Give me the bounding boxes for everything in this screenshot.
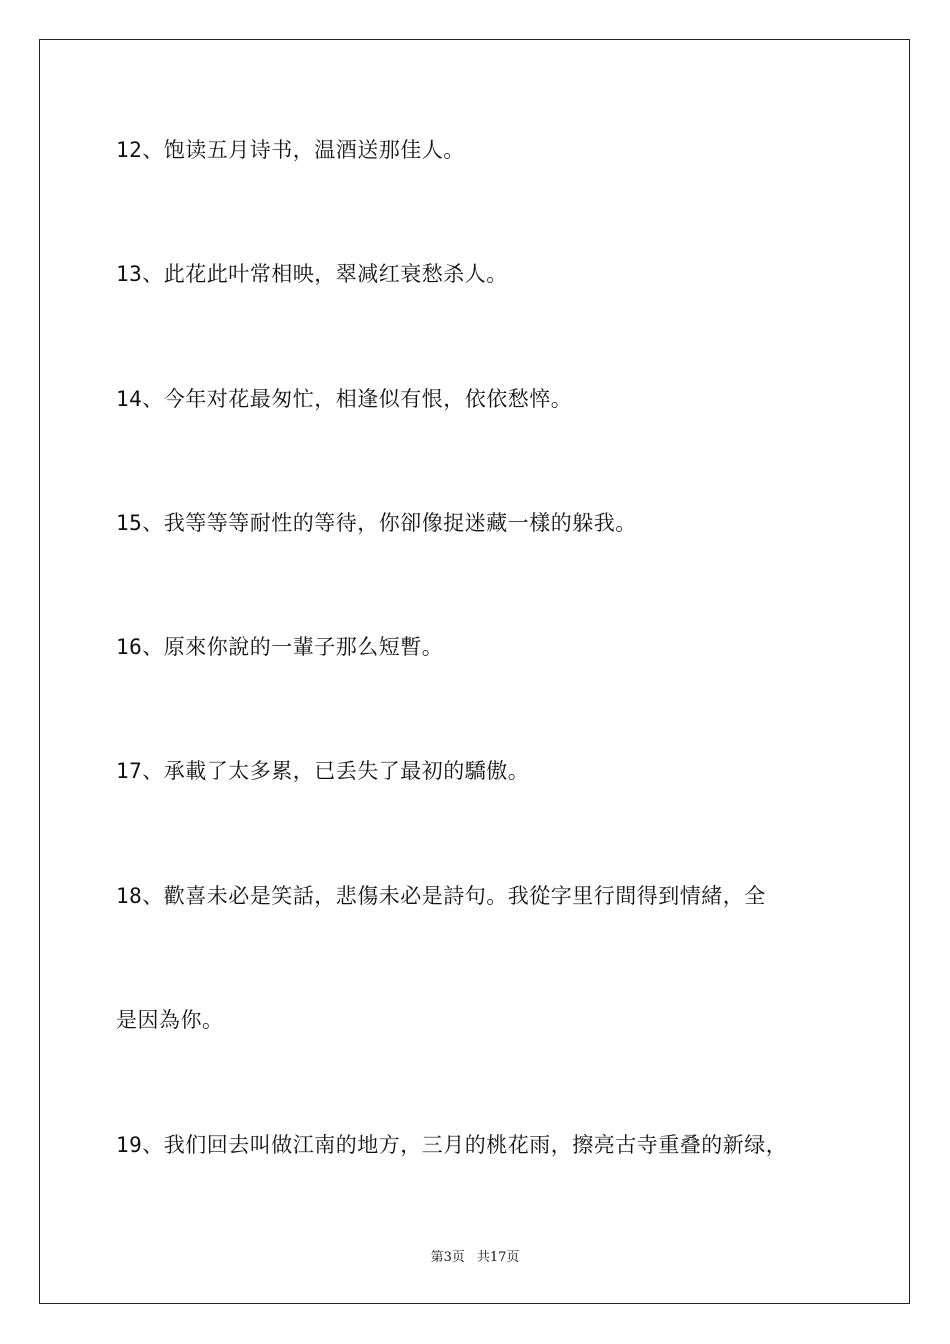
text-line-15: 15、我等等等耐性的等待，你卻像捉迷藏一樣的躲我。 bbox=[116, 511, 637, 535]
text-line-19: 19、我们回去叫做江南的地方，三月的桃花雨，擦亮古寺重叠的新绿， bbox=[116, 1133, 788, 1157]
text-line-18-continued: 是因為你。 bbox=[116, 1008, 224, 1032]
page-number: 第3页 bbox=[430, 1250, 465, 1265]
text-line-13: 13、此花此叶常相映，翠减红衰愁杀人。 bbox=[116, 262, 508, 286]
text-line-12: 12、饱读五月诗书，温酒送那佳人。 bbox=[116, 138, 465, 162]
page-total: 共17页 bbox=[476, 1250, 520, 1265]
text-line-17: 17、承載了太多累，已丢失了最初的驕傲。 bbox=[116, 759, 530, 783]
text-line-18: 18、歡喜未必是笑話，悲傷未必是詩句。我從字里行間得到情緒，全 bbox=[116, 884, 766, 908]
text-line-16: 16、原來你說的一輩子那么短暫。 bbox=[116, 635, 444, 659]
text-line-14: 14、今年对花最匆忙，相逢似有恨，依依愁悴。 bbox=[116, 387, 573, 411]
page-border bbox=[39, 39, 910, 1304]
page-footer bbox=[0, 1246, 950, 1265]
